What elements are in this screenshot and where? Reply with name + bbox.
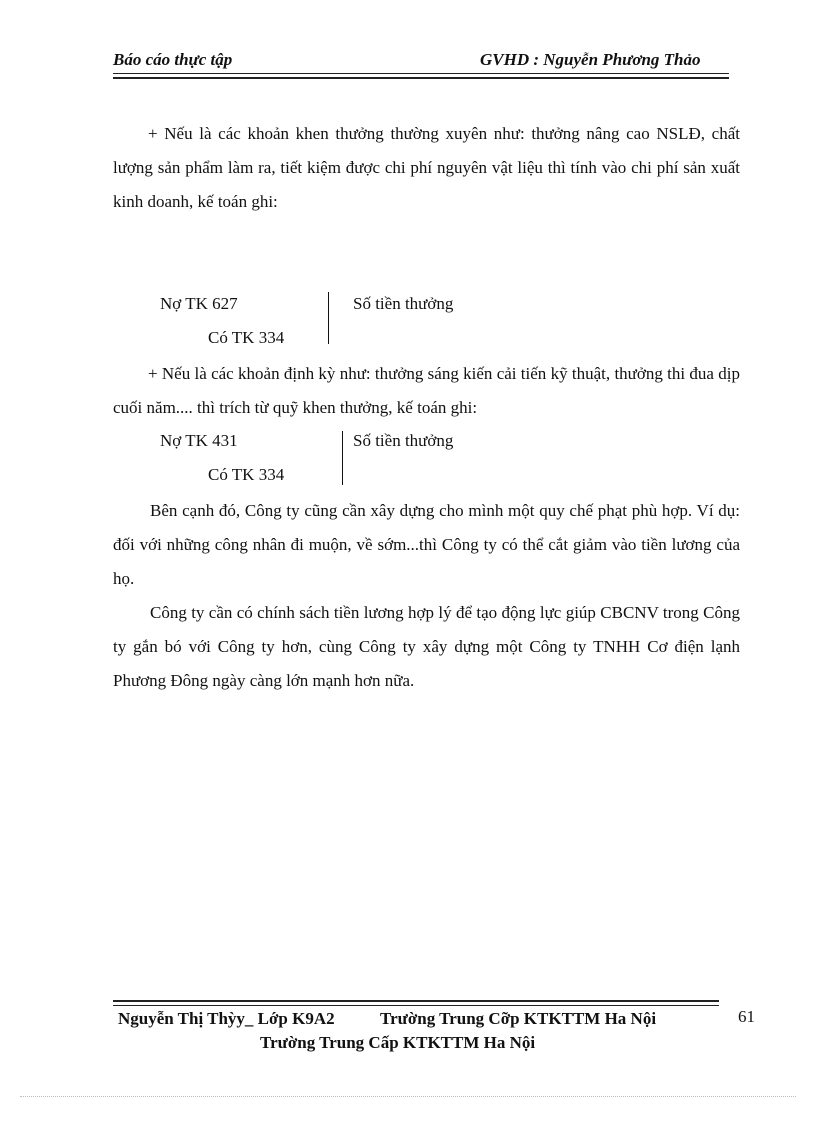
paragraph-2: + Nếu là các khoản định kỳ như: thưởng sáng kiến cải tiến kỹ thuật, thưởng thi đua dịp cuối năm.... thì trích từ quỹ khen thưởng, kế toán ghi: <box>113 364 740 417</box>
page-number: 61 <box>738 1007 755 1026</box>
footer-author: Nguyễn Thị Thỳy_ Lớp K9A2 <box>118 1009 335 1028</box>
header-rule-thin <box>113 73 729 74</box>
footer-school-line-2: Trường Trung Cấp KTKTTM Ha Nội <box>260 1033 536 1052</box>
footer-rule-thin <box>113 1005 719 1006</box>
header-right-supervisor: GVHD : Nguyễn Phương Thảo <box>480 50 701 69</box>
header-left-title: Báo cáo thực tập <box>113 50 233 69</box>
entry-2-divider <box>342 431 343 485</box>
entry-1-note: Số tiền thưởng <box>353 294 454 313</box>
entry-2-credit: Có TK 334 <box>208 465 285 484</box>
entry-2-note: Số tiền thưởng <box>353 431 454 450</box>
header-rule-thick <box>113 77 729 79</box>
entry-1-divider <box>328 292 329 344</box>
paragraph-1: + Nếu là các khoản khen thưởng thường xuyên như: thưởng nâng cao NSLĐ, chất lượng sản phẩm làm ra, tiết kiệm được chi phí nguyên vật liệu thì tính vào chi phí sản xuất kinh doanh, kế toán ghi: <box>113 124 740 211</box>
paragraph-3: Bên cạnh đó, Công ty cũng cần xây dựng cho mình một quy chế phạt phù hợp. Ví dụ: đối với những công nhân đi muộn, về sớm...thì Công ty có thể cắt giảm vào tiền lương của họ. <box>113 501 740 588</box>
footer-school: Trường Trung Cỡp KTKTTM Ha Nội <box>380 1009 657 1028</box>
footer-rule-thick <box>113 1000 719 1002</box>
page-bottom-dotted-edge <box>20 1096 796 1097</box>
entry-1-debit: Nợ TK 627 <box>160 294 238 313</box>
paragraph-4: Công ty cần có chính sách tiền lương hợp lý để tạo động lực giúp CBCNV trong Công ty gắn bó với Công ty hơn, cùng Công ty xây dựng một Công ty TNHH Cơ điện lạnh Phương Đông ngày càng lớn mạnh hơn nữa. <box>113 603 740 690</box>
entry-1-credit: Có TK 334 <box>208 328 285 347</box>
entry-2-debit: Nợ TK 431 <box>160 431 238 450</box>
